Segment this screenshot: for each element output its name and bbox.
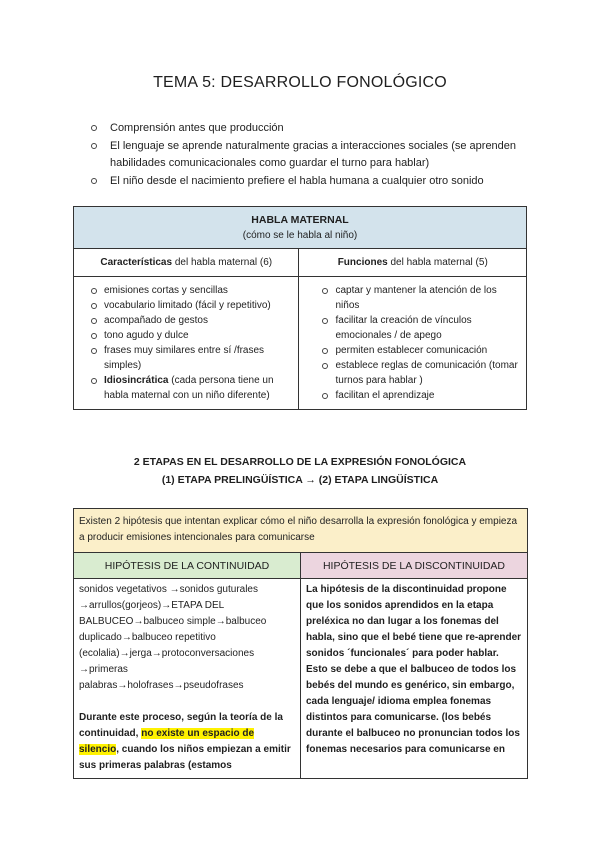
header-bold: Características <box>100 257 173 268</box>
page-title: TEMA 5: DESARROLLO FONOLÓGICO <box>153 74 447 91</box>
etapas-subheading: (1) ETAPA PRELINGÜÍSTICA → (2) ETAPA LINGÜÍSTICA <box>161 474 439 486</box>
continuidad-paragraph <box>79 710 295 774</box>
intro-list <box>84 120 524 191</box>
table-title: HABLA MATERNAL <box>251 214 349 226</box>
caracteristicas-cell <box>74 277 299 410</box>
header-rest: del habla maternal (6) <box>172 257 273 268</box>
list-item: frases muy similares entre sí /frases simples) <box>90 343 290 373</box>
table-subtitle: (cómo se le habla al niño) <box>242 230 358 241</box>
list-item: Comprensión antes que producción <box>84 120 524 137</box>
list-item: establece reglas de comunicación (tomar turnos para hablar ) <box>321 358 518 388</box>
list-item: facilitan el aprendizaje <box>321 388 518 403</box>
list-item: vocabulario limitado (fácil y repetitivo) <box>90 298 290 313</box>
list-item: tono agudo y dulce <box>90 328 290 343</box>
discontinuidad-header: HIPÓTESIS DE LA DISCONTINUIDAD <box>301 553 528 579</box>
list-item: El niño desde el nacimiento prefiere el habla humana a cualquier otro sonido <box>84 173 524 190</box>
item-rest: (cada persona tiene un habla maternal con un niño diferente) <box>104 375 274 401</box>
list-item: facilitar la creación de vínculos emocionales / de apego <box>321 313 518 343</box>
hipotesis-intro: Existen 2 hipótesis que intentan explicar cómo el niño desarrolla la expresión fonológica y empieza a producir emisiones intencionales para comunicarse <box>74 509 528 553</box>
caracteristicas-header <box>74 249 299 277</box>
sequence-text: sonidos vegetativos →sonidos guturales →arrullos(gorjeos)→ETAPA DEL BALBUCEO→balbuceo simple→balbuceo duplicado→balbuceo repetitivo (ecolalia)→jerga→protoconversaciones →primeras palabras→holofrases→pseudofrases <box>79 584 267 691</box>
list-item <box>90 373 290 403</box>
header-rest: del habla maternal (5) <box>387 257 488 268</box>
highlighted-text: no existe un espacio de silencio <box>79 728 255 755</box>
funciones-cell <box>299 277 527 410</box>
continuidad-cell <box>74 579 301 779</box>
continuidad-header: HIPÓTESIS DE LA CONTINUIDAD <box>74 553 301 579</box>
discontinuidad-cell: La hipótesis de la discontinuidad propone que los sonidos aprendidos en la etapa preléxica no dan lugar a los fonemas del habla, sino que el bebé tiene que re-aprender sonidos ´funcionales´ para poder hablar. Esto se debe a que el balbuceo de todos los bebés del mundo es genérico, sin embargo, cada lenguaje/ idioma emplea fonemas distintos para comunicarse. (los bebés durante el balbuceo no pronuncian todos los fonemas necesarios para comunicarse en <box>301 579 528 779</box>
list-item: emisiones cortas y sencillas <box>90 283 290 298</box>
list-item: captar y mantener la atención de los niños <box>321 283 518 313</box>
funciones-header <box>299 249 527 277</box>
hipotesis-table <box>73 508 528 779</box>
list-item: El lenguaje se aprende naturalmente gracias a interacciones sociales (se aprenden habilidades comunicacionales como guardar el turno para hablar) <box>84 138 524 172</box>
list-item: permiten establecer comunicación <box>321 343 518 358</box>
habla-maternal-table <box>73 206 527 410</box>
habla-maternal-header <box>74 207 527 249</box>
etapas-heading: 2 ETAPAS EN EL DESARROLLO DE LA EXPRESIÓN FONOLÓGICA <box>133 456 467 468</box>
item-bold: Idiosincrática <box>104 375 169 386</box>
para-text: , cuando los niños empiezan a emitir sus primeras palabras (estamos <box>79 744 291 771</box>
header-bold: Funciones <box>337 257 388 268</box>
list-item: acompañado de gestos <box>90 313 290 328</box>
para-text: Durante este proceso, según la teoría de la continuidad, <box>79 712 283 739</box>
